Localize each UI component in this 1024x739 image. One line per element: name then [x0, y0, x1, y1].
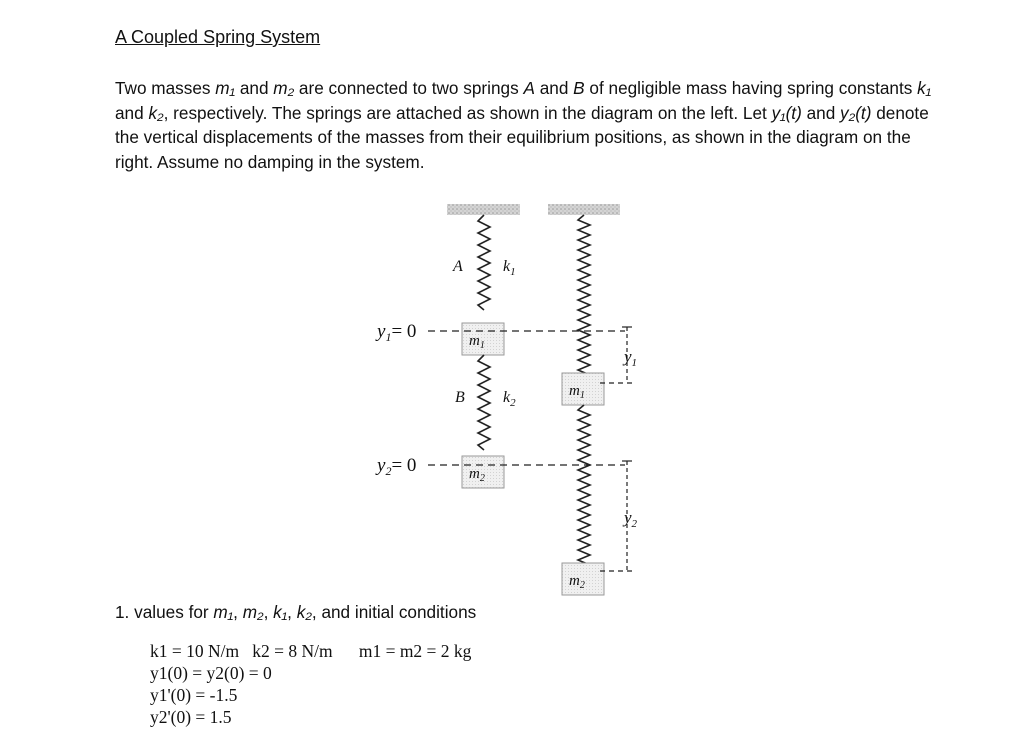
y2-zero-label: $y_2= 0$	[377, 455, 417, 478]
section-heading: 1. values for m₁, m₂, k₁, k₂, and initial conditions	[115, 602, 477, 622]
spring-b	[478, 355, 490, 450]
k1-value: k1 = 10 N/m	[150, 641, 240, 661]
y2-right-label: $y_2$	[624, 508, 638, 530]
y0-value: y1(0) = y2(0) = 0	[150, 663, 272, 683]
left-ceiling	[447, 204, 520, 215]
label-k2: $k_2$	[503, 389, 516, 409]
spring-b-stretched	[578, 405, 590, 583]
m1-right-label: $m_1$	[569, 383, 585, 401]
label-k1: $k_1$	[503, 258, 516, 278]
values-block	[150, 640, 471, 728]
label-b: B	[455, 389, 465, 406]
right-ceiling	[548, 204, 620, 215]
y1-right-label: $y_1$	[624, 347, 638, 369]
spring-a-stretched	[578, 215, 590, 383]
mass-value: m1 = m2 = 2 kg	[358, 641, 472, 661]
k2-value: k2 = 8 N/m	[252, 641, 333, 661]
m1-left-label: $m_1$	[469, 333, 485, 351]
label-a: A	[453, 258, 463, 275]
y1-zero-label: $y_1= 0$	[377, 321, 417, 344]
page-title: A Coupled Spring System	[115, 27, 321, 47]
y2prime-value: y2'(0) = 1.5	[150, 707, 232, 727]
y1prime-value: y1'(0) = -1.5	[150, 685, 238, 705]
m2-right-label: $m_2$	[569, 573, 585, 591]
spring-a	[478, 215, 490, 310]
m2-left-label: $m_2$	[469, 466, 485, 484]
intro-paragraph: Two masses m₁ and m₂ are connected to two springs A and B of negligible mass having spring constants k₁ and k₂, respectively. The springs are attached as shown in the diagram on the left. Let y₁(t) and y₂(t) denote the vertical displacements of the masses from their equilibrium positions, as shown in the diagram on the right. Assume no damping in the system.	[115, 78, 932, 172]
